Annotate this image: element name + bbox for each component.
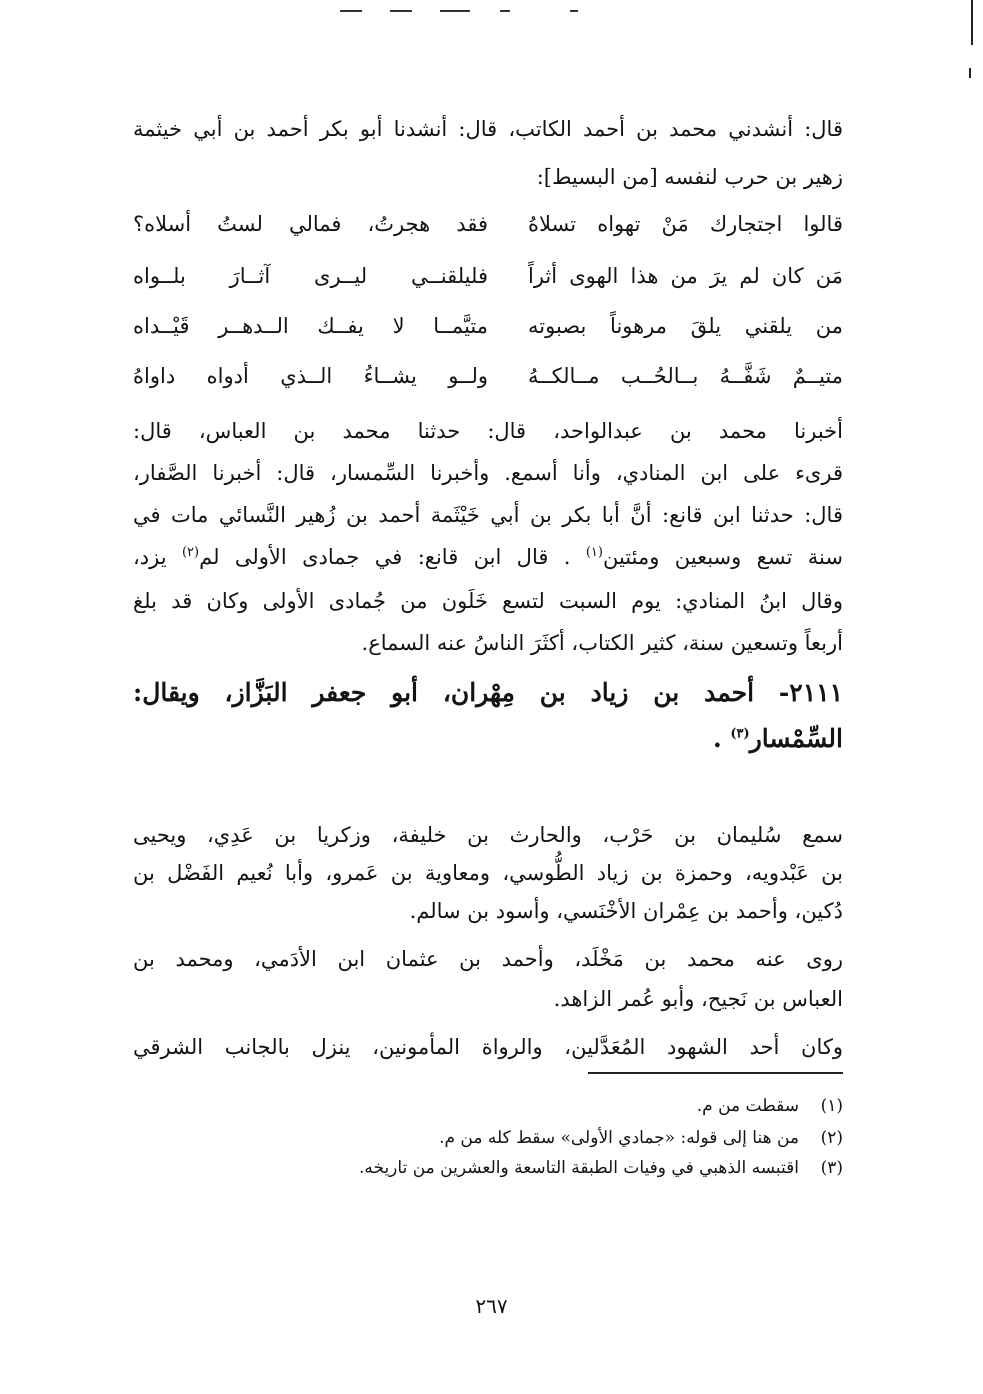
footnote-number: (٢)	[820, 1128, 843, 1148]
footnote-text: اقتبسه الذهبي في وفيات الطبقة التاسعة والعشرين من تاريخه.	[358, 1158, 799, 1178]
text-run: سنة تسع وسبعين ومئتين	[602, 545, 843, 569]
paragraph-line: أخبرنا محمد بن عبدالواحد، قال: حدثنا محمد بن العباس، قال:	[133, 419, 843, 443]
paragraph-line: قال: حدثنا ابن قانع: أنَّ أبا بكر بن أبي خَيْثَمة أحمد بن زُهير النَّسائي مات في	[133, 503, 843, 527]
verse-second-hemistich: متيَّمــا لا يفــك الــدهــر قَيْــداه	[133, 314, 488, 338]
top-edge-dashes	[340, 10, 580, 14]
verse-line	[133, 364, 843, 404]
footnote	[133, 1096, 843, 1116]
paragraph-line: بن عَبْدويه، وحمزة بن زياد الطُّوسي، ومعاوية بن عَمرو، وأبا نُعيم الفَضْل بن	[133, 861, 843, 885]
dash	[390, 10, 412, 12]
paragraph-line: وكان أحد الشهود المُعَدَّلين، والرواة المأمونين، ينزل بالجانب الشرقي	[133, 1035, 843, 1059]
verse-second-hemistich: ولــو يشــاءُ الــذي أدواه داواهُ	[133, 364, 488, 388]
paragraph-line: دُكين، وأحمد بن عِمْران الأخْنَسي، وأسود بن سالم.	[409, 899, 843, 923]
footnote-separator	[588, 1072, 843, 1074]
verse-line	[133, 314, 843, 354]
scan-edge-mark	[969, 68, 971, 78]
verse-line	[133, 264, 843, 304]
entry-heading: ٢١١١- أحمد بن زياد بن مِهْران، أبو جعفر البَزَّاز، ويقال:	[133, 678, 843, 707]
dash	[500, 10, 510, 12]
footnote	[133, 1158, 843, 1178]
footnote-number: (٣)	[820, 1158, 843, 1178]
page-number: ٢٦٧	[475, 1294, 508, 1318]
footnote-ref: (٣)	[730, 726, 750, 742]
heading-text: .	[712, 724, 731, 753]
dash	[570, 10, 578, 12]
text-run: يزد،	[133, 545, 182, 569]
footnote	[133, 1128, 843, 1148]
verse-line	[133, 212, 843, 252]
footnote-number: (١)	[820, 1096, 843, 1116]
verse-first-hemistich: مَن كان لم يرَ من هذا الهوى أثراً	[528, 264, 843, 288]
dash	[440, 10, 470, 12]
paragraph-line: قرىء على ابن المنادي، وأنا أسمع. وأخبرنا السِّمسار، قال: أخبرنا الصَّفار،	[133, 461, 843, 485]
verse-first-hemistich: من يلقني يلقَ مرهوناً بصبوته	[528, 314, 843, 338]
paragraph-line: أربعاً وتسعين سنة، كثير الكتاب، أكثَرَ الناسُ عنه السماع.	[361, 631, 843, 655]
entry-heading-continued	[133, 724, 843, 753]
intro-line: زهير بن حرب لنفسه [من البسيط]:	[536, 165, 843, 189]
verse-first-hemistich: قالوا اجتجارك مَنْ تهواه تسلاهُ	[528, 212, 843, 236]
verse-second-hemistich: فقد هجرتُ، فمالي لستُ أسلاه؟	[133, 212, 488, 236]
footnote-ref: (٢)	[181, 545, 200, 560]
paragraph-line: وقال ابنُ المنادي: يوم السبت لتسع خَلَون من جُمادى الأولى وكان قد بلغ	[133, 589, 843, 613]
footnote-ref: (١)	[585, 545, 603, 560]
footnote-text: من هنا إلى قوله: «جمادي الأولى» سقط كله من م.	[439, 1128, 799, 1148]
verse-second-hemistich: فليلقنــي ليــرى آثــارَ بلــواه	[133, 264, 488, 288]
paragraph-line: سمع سُليمان بن حَرْب، والحارث بن خليفة، وزكريا بن عَدِي، ويحيى	[133, 823, 843, 847]
verse-first-hemistich: متيــمٌ شَفَّــهُ بــالحُــب مــالكــهُ	[528, 364, 843, 388]
dash	[340, 10, 362, 12]
paragraph-line: روى عنه محمد بن مَخْلَد، وأحمد بن عثمان ابن الأدَمي، ومحمد بن	[133, 947, 843, 971]
heading-text: السِّمْسار	[749, 724, 843, 753]
scan-edge-mark	[971, 0, 973, 45]
footnote-text: سقطت من م.	[696, 1096, 799, 1116]
intro-line: قال: أنشدني محمد بن أحمد الكاتب، قال: أنشدنا أبو بكر أحمد بن أبي خيثمة	[133, 117, 843, 141]
text-run: . قال ابن قانع: في جمادى الأولى لم	[199, 545, 586, 569]
paragraph-line	[133, 540, 843, 574]
paragraph-line: العباس بن نَجيح، وأبو عُمر الزاهد.	[553, 987, 843, 1011]
